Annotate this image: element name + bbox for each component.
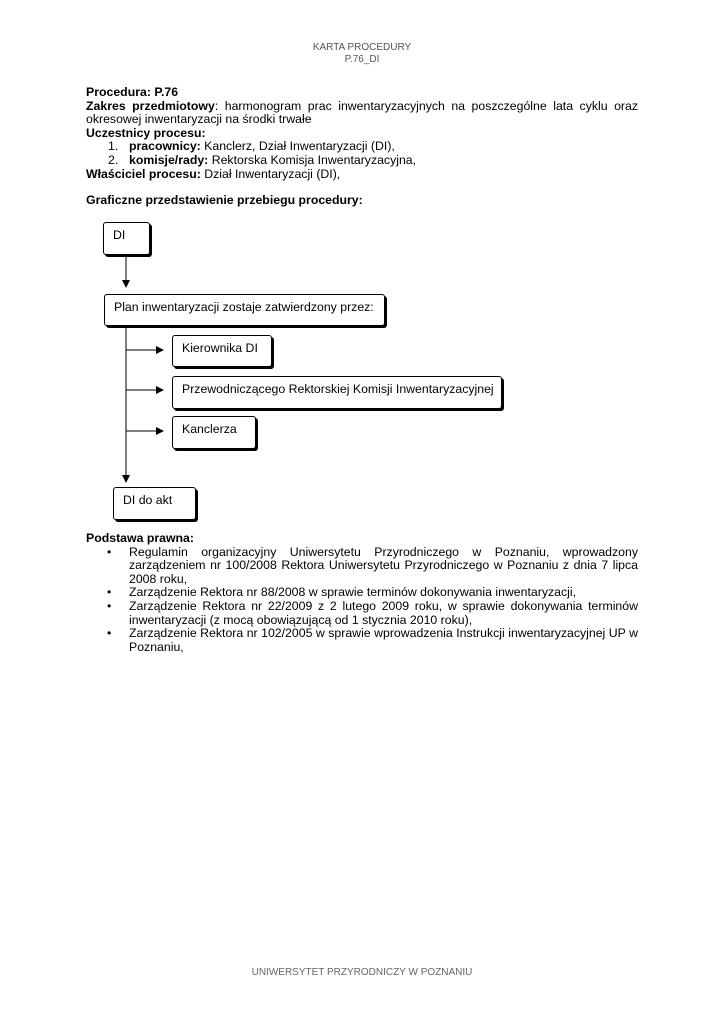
legal-label: Podstawa prawna: (86, 531, 194, 545)
flow-plan-box: Plan inwentaryzacji zostaje zatwierdzony przez: (104, 294, 385, 326)
bullet-icon: • (107, 544, 112, 559)
owner-label: Właściciel procesu: (86, 166, 201, 181)
bullet-icon: • (107, 598, 112, 613)
page-footer: UNIWERSYTET PRZYRODNICZY W POZNANIU (251, 967, 473, 978)
procedure-title: Procedura: P.76 (86, 85, 179, 99)
header-line-2: P.76_DI (344, 54, 380, 65)
legal-item-text: Zarządzenie Rektora nr 88/2008 w sprawie terminów dokonywania inwentaryzacji, (129, 585, 577, 600)
legal-item (86, 627, 638, 654)
participant-number: 2. (108, 152, 119, 167)
participant-label: komisje/rady: (129, 152, 209, 167)
flow-end-box: DI do akt (113, 487, 196, 520)
legal-item (86, 546, 638, 587)
legal-item (86, 586, 638, 600)
flow-approver-box: Kanclerza (172, 416, 256, 449)
bullet-icon: • (107, 626, 112, 641)
scope-label: Zakres przedmiotowy (86, 98, 215, 113)
legal-item-text: Regulamin organizacyjny Uniwersytetu Przyrodniczego w Poznaniu, wprowadzony zarządzeniem nr 100/2008 Rektora Uniwersytetu Przyrodniczego w Poznaniu z dnia 7 lipca 2008 roku, (129, 544, 638, 586)
legal-item (86, 600, 638, 627)
flow-approver-box: Kierownika DI (172, 335, 272, 367)
header-line-1: KARTA PROCEDURY (312, 42, 412, 53)
legal-item-text: Zarządzenie Rektora nr 22/2009 z 2 lutego 2009 roku, w sprawie dokonywania terminów inwentaryzacji (z mocą obowiązującą od 1 stycznia 2010 roku), (129, 598, 638, 627)
legal-item-text: Zarządzenie Rektora nr 102/2005 w sprawie wprowadzenia Instrukcji inwentaryzacyjnej UP w Poznaniu, (129, 626, 638, 654)
flow-approver-box: Przewodniczącego Rektorskiej Komisji Inwentaryzacyjnej (172, 376, 502, 409)
participants-label: Uczestnicy procesu: (86, 125, 206, 140)
legal-list (86, 546, 638, 655)
graphic-label: Graficzne przedstawienie przebiegu procedury: (86, 193, 363, 208)
participant-text: Rektorska Komisja Inwentaryzacyjna, (208, 152, 417, 167)
scope-text: : harmonogram prac inwentaryzacyjnych na poszczególne lata cyklu oraz okresowej inwentaryzacji na środki trwałe (86, 98, 638, 127)
participant-text: Kanclerz, Dział Inwentaryzacji (DI), (200, 139, 395, 154)
owner-text: Dział Inwentaryzacji (DI), (200, 166, 341, 181)
participant-label: pracownicy: (129, 139, 201, 154)
bullet-icon: • (107, 585, 112, 600)
participant-number: 1. (108, 139, 119, 154)
flow-start-box: DI (103, 222, 150, 255)
legal-basis (86, 532, 638, 654)
